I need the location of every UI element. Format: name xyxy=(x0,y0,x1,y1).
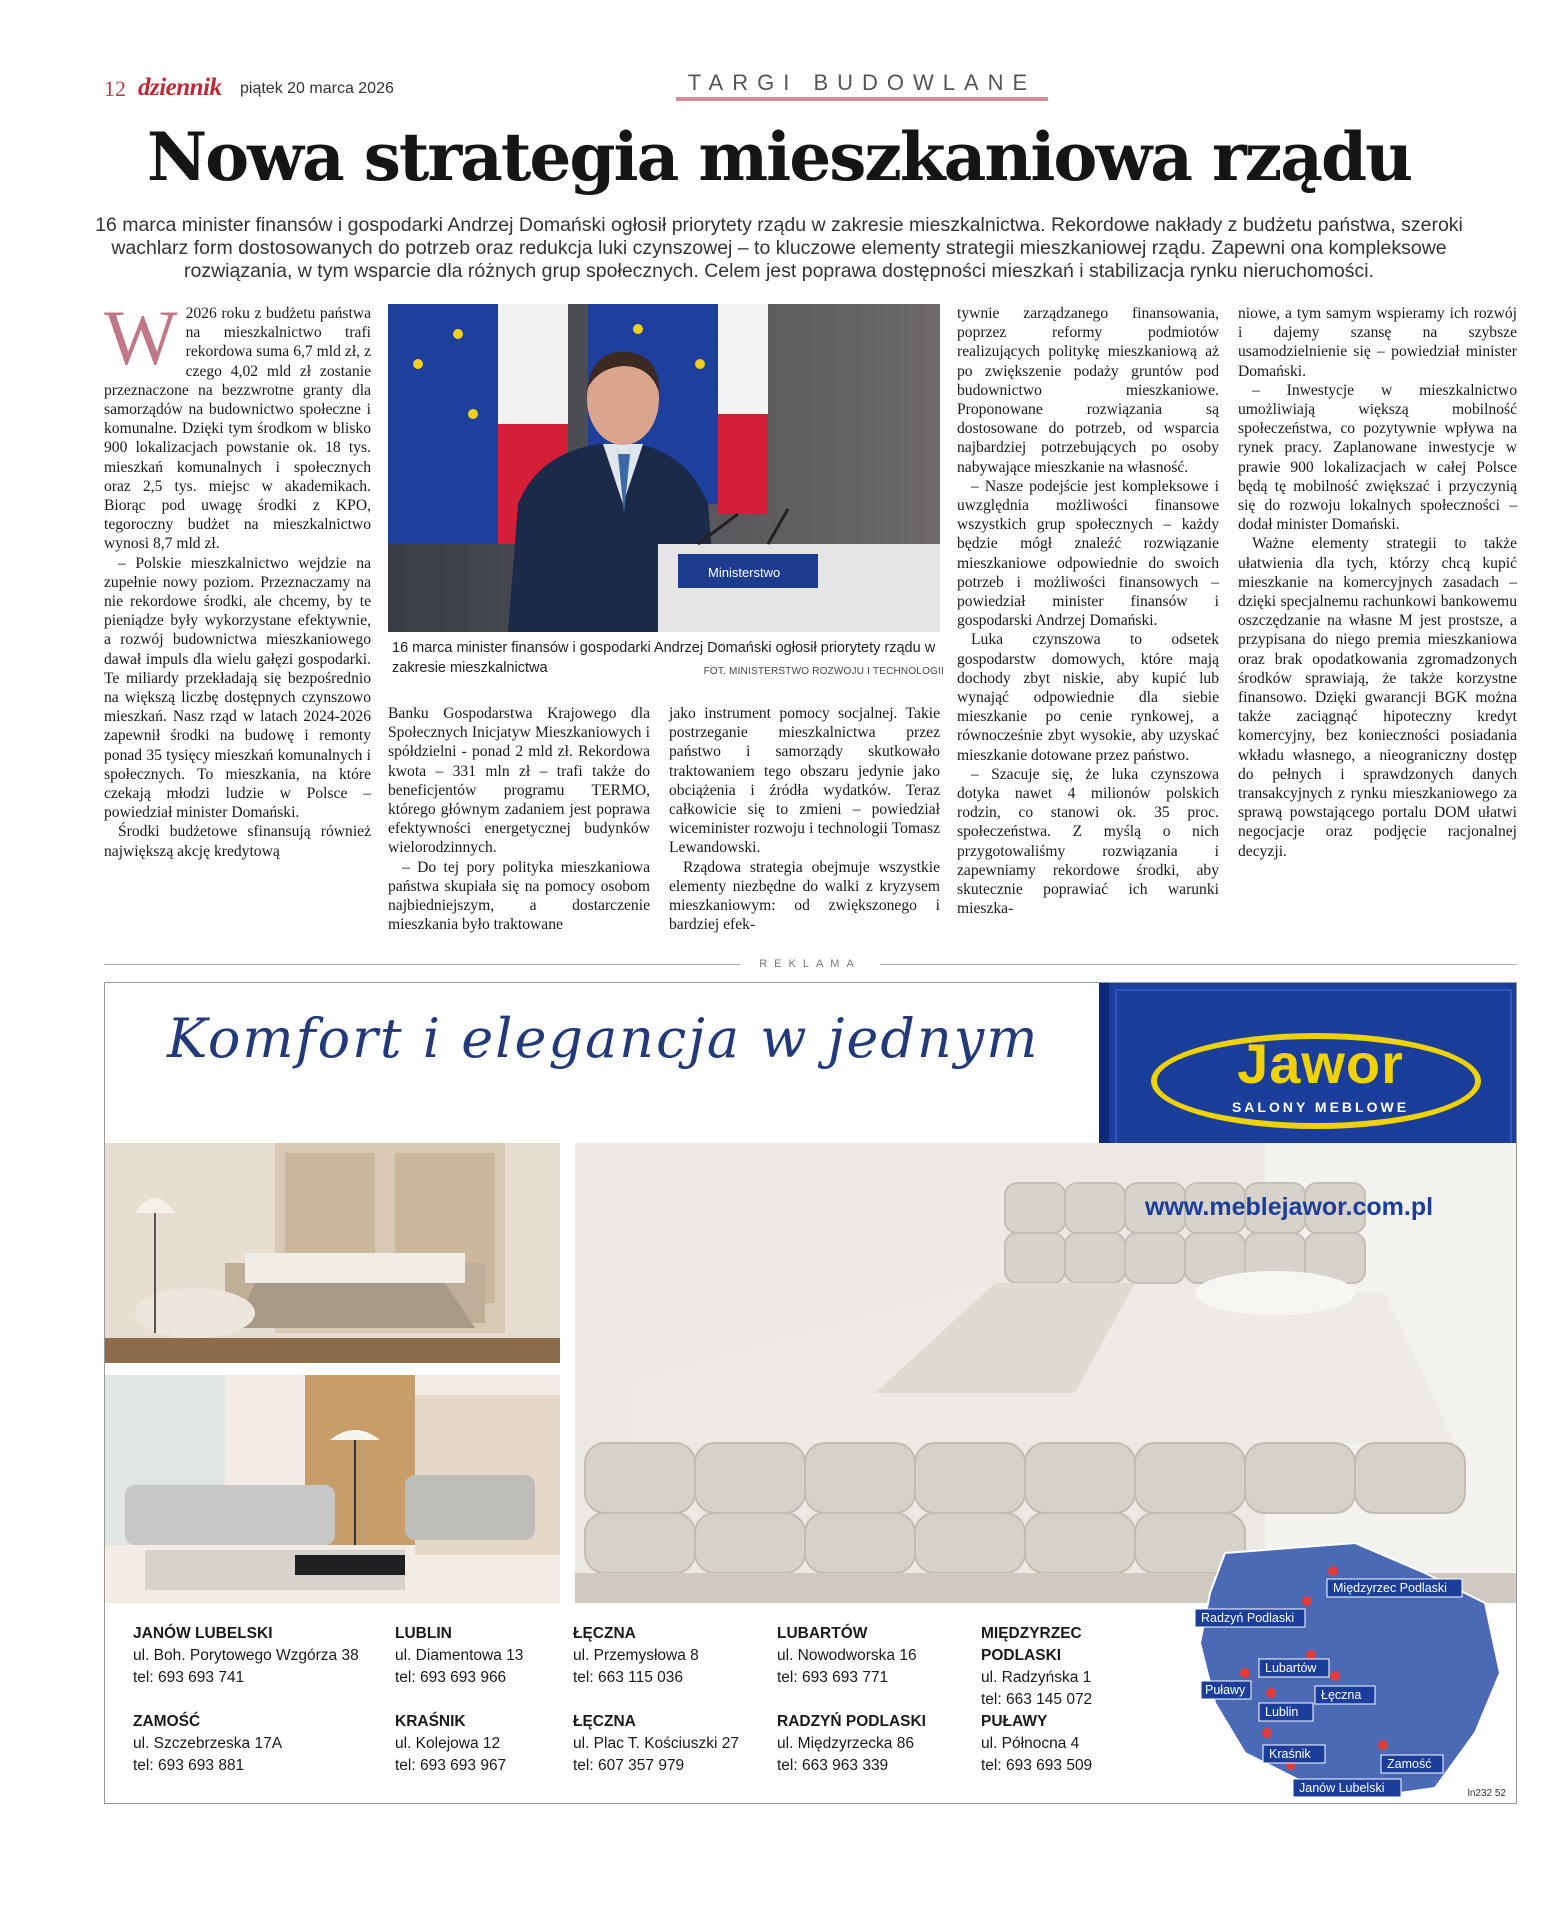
living-room-photo xyxy=(105,1375,560,1603)
article-paragraph: Banku Gospodarstwa Krajowego dla Społecznych Inicjatyw Mieszkaniowych i spółdzielni - ponad 2 mld zł. Rekordowa kwota – 331 mln zł – trafi także do beneficjentów programu TERMO, którego głównym zadaniem jest poprawa efektywności energetycznej budynków wielorodzinnych. xyxy=(388,705,650,857)
store-entry: MIĘDZYRZEC PODLASKI ul. Radzyńska 1 tel: 663 145 072 xyxy=(981,1625,1093,1708)
map-label: Puławy xyxy=(1205,1683,1246,1697)
store-list xyxy=(105,1613,1105,1803)
brand-subtitle: SALONY MEBLOWE xyxy=(1231,1099,1410,1115)
drop-cap: W xyxy=(104,294,178,381)
map-label: Łęczna xyxy=(1321,1688,1362,1702)
map-label: Kraśnik xyxy=(1269,1747,1311,1761)
article-paragraph: Rządowa strategia obejmuje wszystkie elementy niezbędne do walki z kryzysem mieszkaniowym: od zwiększonego i bardziej efek- xyxy=(669,858,940,934)
separator-line xyxy=(880,964,1517,965)
article-paragraph: – Inwestycje w mieszkalnictwo umożliwiają większą mobilność społeczeństwa, co pozytywnie wpływa na rynek pracy. Zaplanowane inwestycje w prawie 900 lokalizacjach w całej Polsce będą tę mobilność zwiększać i przyczynią się do rozwoju lokalnych społeczności – dodał minister Domański. xyxy=(1238,381,1517,534)
article-paragraph: Ważne elementy strategii to także ułatwienia dla tych, którzy chcą kupić mieszkanie na komercyjnych zasadach – dzięki specjalnemu rachunkowi bankowemu oszczędzanie na własne M jest prostsze, a przypisana do niego premia mieszkaniowa oraz brak opodatkowania zgromadzonych środków sprawiają, że także korzystne finansowo. Dzięki gwarancji BGK można także zaciągnąć hipoteczny kredyt komercyjny, bez konieczności posiadania wkładu własnego, a nieograniczny dostęp do pełnych i sprawdzonych danych transakcyjnych z rynku mieszkaniowego za sprawą powstającego portalu DOM ułatwi negocjacje oraz podjęcie racjonalnej decyzji. xyxy=(1238,535,1517,860)
separator-line xyxy=(104,964,740,965)
store-entry: ZAMOŚĆ ul. Szczebrzeska 17A tel: 693 693 881 xyxy=(133,1713,283,1774)
store-entry: LUBARTÓW ul. Nowodworska 16 tel: 693 693 771 xyxy=(777,1625,917,1686)
article-paragraph: – Polskie mieszkalnictwo wejdzie na zupełnie nowy poziom. Przeznaczamy na nie rekordowe środki, ale chcemy, by te pieniądze były wykorzystane efektywnie, a rozwój budownictwa mieszkaniowego dawał impuls dla wielu gałęzi gospodarki. Te miliardy przekładają się bezpośrednio na większą liczbę dostępnych czynszowo mieszkań. Nasz rząd w latach 2024-2026 zapewnił środki na budowę i remonty ponad 35 tysięcy mieszkań komunalnych i społecznych. To mieszkania, na które czekają młodzi ludzie w Polsce – powiedział minister Domański. xyxy=(104,554,371,822)
page-number: 12 xyxy=(104,76,126,101)
website-link[interactable]: www.meblejawor.com.pl xyxy=(1145,1193,1434,1221)
ad-slogan: Komfort i elegancja w jednym xyxy=(167,1007,1040,1070)
photo-credit: FOT. MINISTERSTWO ROZWOJU I TECHNOLOGII xyxy=(703,666,944,677)
store-entry: KRAŚNIK ul. Kolejowa 12 tel: 693 693 967 xyxy=(395,1713,507,1774)
article-column-3 xyxy=(669,704,940,934)
article-paragraph: tywnie zarządzanego finansowania, poprzez reformy podmiotów realizujących politykę mieszkaniową aż po zwiększenie podaży gruntów pod budownictwo mieszkaniowe. Proponowane rozwiązania są dostosowane do potrzeb, od wsparcia najbardziej potrzebujących po osoby nabywające mieszkanie na własność. xyxy=(957,305,1219,476)
section-underline xyxy=(676,97,1048,101)
map-label: Międzyrzec Podlaski xyxy=(1333,1581,1447,1595)
article-paragraph: – Nasze podejście jest kompleksowe i uwzględnia możliwości finansowe wszystkich grup społecznych – każdy będzie mógł znaleźć rozwiązanie mieszkaniowe odpowiednie do swoich potrzeb i możliwości finansowych – powiedział minister finansów i gospodarski Andrzej Domański. xyxy=(957,477,1219,630)
caption-text: 16 marca minister finansów i gospodarki Andrzej Domański ogłosił priorytety rządu w zakresie mieszkalnictwa xyxy=(392,640,936,676)
jawor-logo xyxy=(1099,983,1517,1165)
store-entry: ŁĘCZNA ul. Plac T. Kościuszki 27 tel: 607 357 979 xyxy=(573,1713,739,1774)
article-photo-minister xyxy=(388,304,940,632)
article-lead: 16 marca minister finansów i gospodarki Andrzej Domański ogłosił priorytety rządu w zakresie mieszkalnictwa. Rekordowe nakłady z budżetu państwa, szeroki wachlarz form dostosowanych do potrzeb oraz redukcja luki czynszowej – to kluczowe elementy strategii mieszkaniowej rządu. Zapewni ona kompleksowe rozwiązania, w tym wsparcie dla różnych grup społecznych. Celem jest poprawa dostępności mieszkań i stabilizacja rynku nieruchomości. xyxy=(95,214,1463,282)
article-column-2 xyxy=(388,704,650,934)
article-column-5 xyxy=(1238,304,1517,861)
article-paragraph: W 2026 roku z budżetu państwa na mieszkalnictwo trafi rekordowa suma 6,7 mld zł, z czego 4,02 mld zł zostanie przeznaczone na bezzwrotne granty dla samorządów na budownictwo społeczne i komunalne. Dzięki tym środkom w blisko 900 lokalizacjach powstanie ok. 18 tys. mieszkań komunalnych i społecznych oraz 2,5 tys. miejsc w akademikach. Biorąc pod uwagę środki z KPO, tegoroczny budżet na mieszkalnictwo wynosi 8,7 mld zł. xyxy=(104,294,371,553)
article-paragraph: Środki budżetowe sfinansują również największą akcję kredytową xyxy=(104,823,371,860)
article-paragraph: Luka czynszowa to odsetek gospodarstw domowych, które mają dochody zbyt niskie, aby kupić lub wynająć odpowiednie dla siebie mieszkanie po cenie rynkowej, a równocześnie zbyt wysokie, aby uzyskać mieszkanie dotowane przez państwo. xyxy=(957,631,1219,764)
store-entry: JANÓW LUBELSKI ul. Boh. Porytowego Wzgórza 38 tel: 693 693 741 xyxy=(133,1625,359,1686)
jawor-advert xyxy=(104,982,1517,1804)
minister-photo-illustration xyxy=(388,304,940,632)
brand-name: Jawor xyxy=(1237,1032,1404,1095)
article-paragraph: jako instrument pomocy socjalnej. Takie postrzeganie mieszkalnictwa przez państwo i samorządy skutkowało traktowaniem tego obszaru jedynie jako obciążenia i źródła wydatków. Teraz całkowicie się to zmieni – powiedział wiceminister rozwoju i technologii Tomasz Lewandowski. xyxy=(669,705,940,857)
issue-date: piątek 20 marca 2026 xyxy=(240,80,394,97)
ad-reference: ln232 52 xyxy=(1467,1788,1506,1799)
podium-text: Ministerstwo xyxy=(708,565,781,580)
store-entry: LUBLIN ul. Diamentowa 13 tel: 693 693 966 xyxy=(395,1625,524,1686)
map-label: Lubartów xyxy=(1265,1661,1317,1675)
article-paragraph: – Do tej pory polityka mieszkaniowa państwa skupiała się na pomocy osobom najbiedniejszym, a dostarczenie mieszkania było traktowane xyxy=(388,858,650,934)
article-paragraph: niowe, a tym samym wspieramy ich rozwój i dajemy szansę na szybsze usamodzielnienie się – powiedział minister Domański. xyxy=(1238,305,1517,380)
store-entry: PUŁAWY ul. Północna 4 tel: 693 693 509 xyxy=(981,1713,1093,1774)
section-title: TARGI BUDOWLANE xyxy=(687,70,1037,95)
map-label: Zamość xyxy=(1387,1757,1432,1771)
map-label: Radzyń Podlaski xyxy=(1201,1611,1295,1625)
store-entry: RADZYŃ PODLASKI ul. Międzyrzecka 86 tel: 663 963 339 xyxy=(777,1713,926,1774)
newspaper-logo: dziennik xyxy=(138,74,222,101)
region-map xyxy=(1185,1543,1515,1803)
article-column-4 xyxy=(957,304,1219,919)
article-headline: Nowa strategia mieszkaniowa rządu xyxy=(146,118,1412,196)
bedroom-photo xyxy=(105,1143,560,1363)
photo-caption xyxy=(392,638,944,682)
article-paragraph: – Szacuje się, że luka czynszowa dotyka nawet 4 milionów polskich rodzin, co stanowi ok. 35 proc. społeczeństwa. Z myślą o nich przygotowaliśmy rozwiązania i zapewniamy rekordowe środki, aby skutecznie poprawiać ich warunki mieszka- xyxy=(957,765,1219,918)
map-label: Lublin xyxy=(1265,1705,1299,1719)
article-column-1 xyxy=(104,294,371,861)
store-entry: ŁĘCZNA ul. Przemysłowa 8 tel: 663 115 036 xyxy=(573,1625,699,1686)
map-label: Janów Lubelski xyxy=(1299,1781,1385,1795)
advert-label: REKLAMA xyxy=(759,958,861,970)
